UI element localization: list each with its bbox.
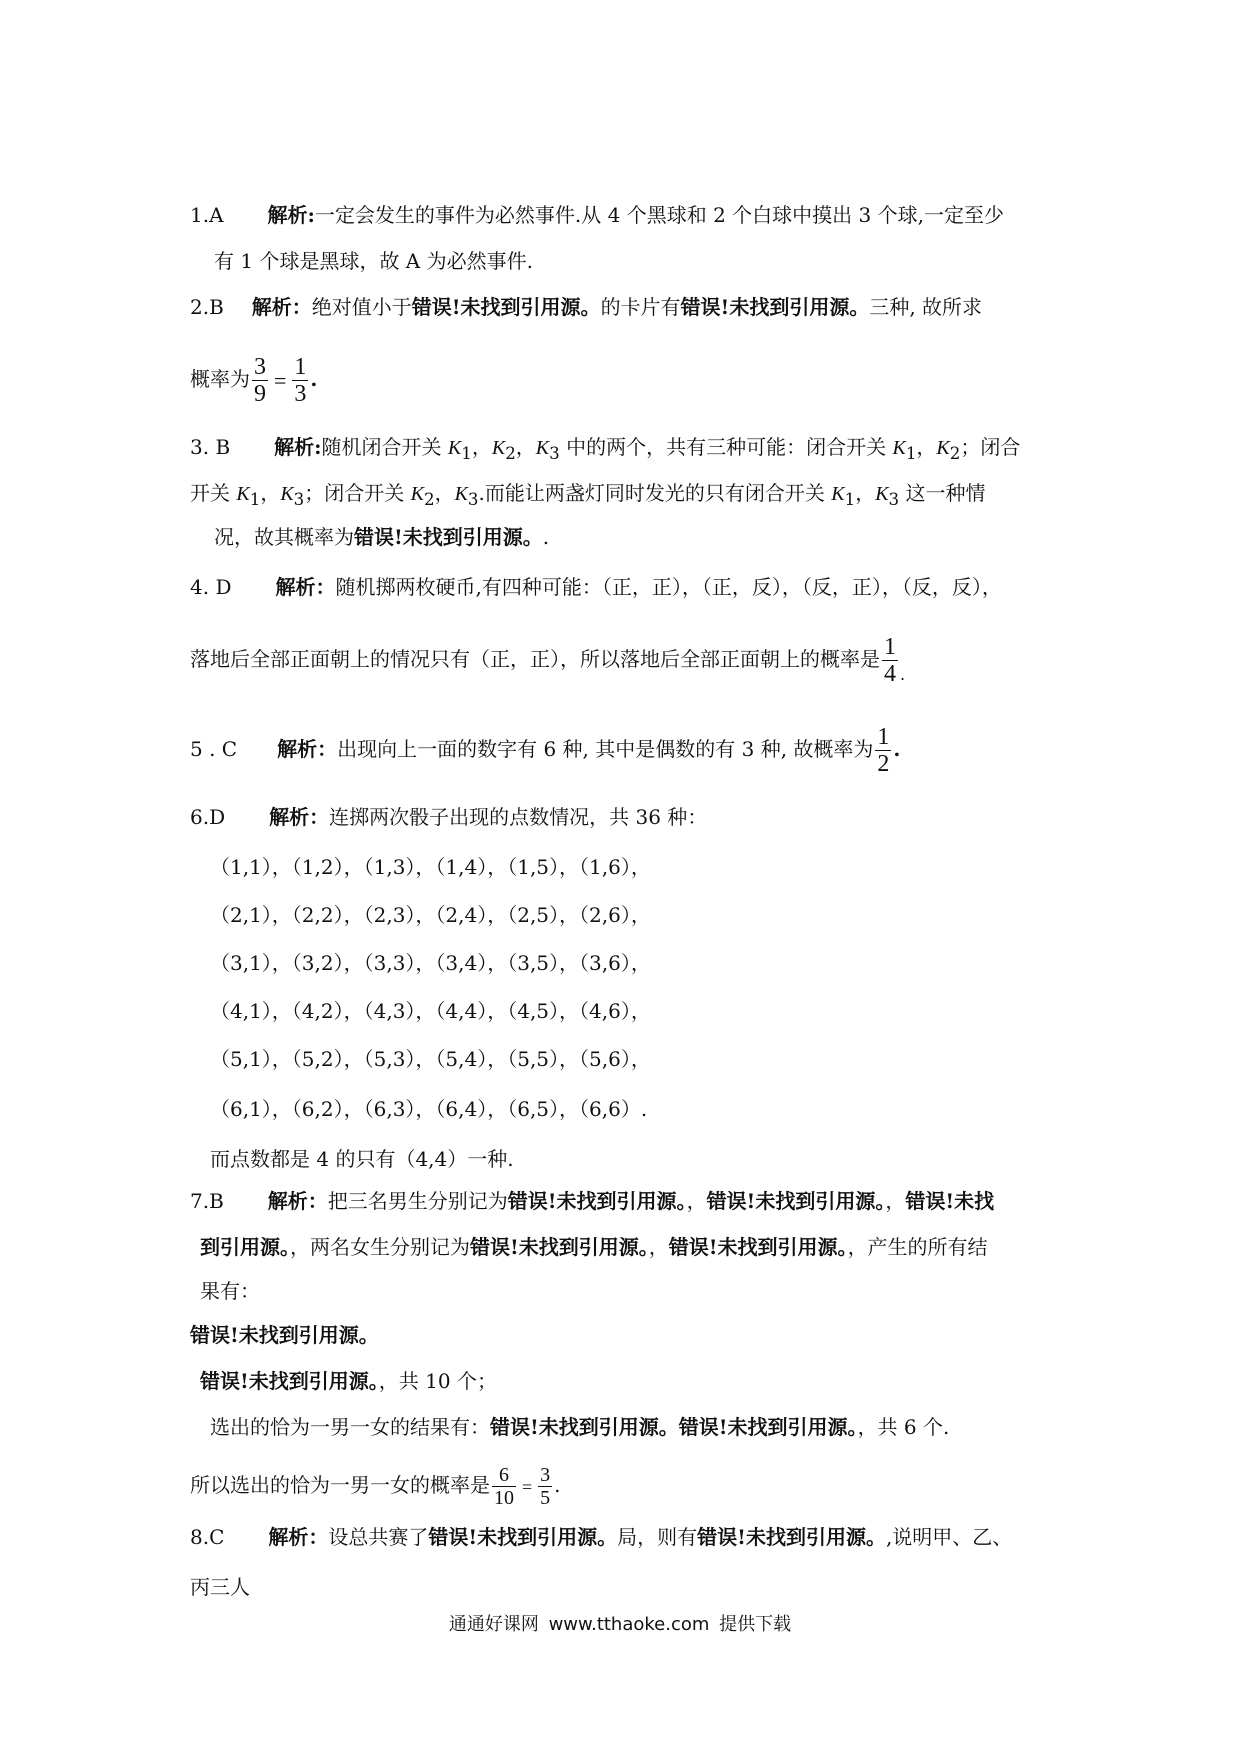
q4-period: .	[900, 665, 906, 684]
q7-line3	[200, 1276, 260, 1306]
q6-line1	[190, 802, 707, 832]
q1-line2	[214, 246, 533, 276]
q3-k1-b: K	[892, 437, 906, 459]
q8-t2: 局，则有	[617, 1525, 698, 1549]
q8-error-ref-1: 错误!未找到引用源。	[428, 1525, 618, 1549]
q3-k3-sub: 3	[549, 444, 560, 463]
q3-sep2: ，	[515, 435, 536, 459]
q8-error-ref-2: 错误!未找到引用源。	[697, 1525, 886, 1549]
q2-error-ref-1: 错误!未找到引用源。	[411, 295, 601, 319]
q3-t5: ；闭合开关	[304, 481, 411, 505]
q4-text2: 落地后全部正面朝上的情况只有（正，正），所以落地后全部正面朝上的概率是	[190, 647, 880, 671]
q2-equals: =	[274, 367, 287, 393]
q7-comma-1: ，	[686, 1189, 707, 1213]
q7-t7: ，共 6 个.	[857, 1415, 950, 1439]
q2-period: .	[310, 367, 318, 391]
q7-number: 7.B	[190, 1189, 224, 1213]
q7-line2	[200, 1232, 988, 1262]
q2-prefix: 概率为	[190, 367, 250, 391]
q7-error-ref-7: 错误!未找到引用源。	[200, 1369, 379, 1393]
q6-label: 解析：	[269, 805, 330, 829]
q3-t7: 这一种情	[899, 481, 986, 505]
q7-line4	[190, 1320, 379, 1350]
q1-text1: 一定会发生的事件为必然事件.从 4 个黑球和 2 个白球中摸出 3 个球,一定至少	[314, 203, 1004, 227]
footer-text: 通通好课网 www.tthaoke.com 提供下载	[448, 1614, 792, 1635]
q2-frac-b-den: 3	[294, 381, 307, 407]
q6-row-5: （5,1），（5,2），（5,3），（5,4），（5,5），（5,6），	[210, 1047, 651, 1071]
q7-error-ref-5: 错误!未找到引用源。	[668, 1235, 848, 1259]
q4-fraction-1-4	[882, 634, 898, 687]
q7-line6	[210, 1412, 949, 1442]
q3-line2	[190, 478, 986, 515]
q3-k1-e: K	[831, 483, 845, 505]
q7-error-ref-8: 错误!未找到引用源。	[490, 1415, 679, 1439]
q3-line1	[190, 432, 1020, 469]
q3-k3-e-sub: 3	[888, 490, 900, 509]
q1-line1	[190, 200, 1004, 230]
q7-error-ref-1: 错误!未找到引用源。	[507, 1189, 687, 1213]
q3-k2-b-sub: 2	[949, 444, 961, 463]
q5-period: .	[893, 737, 901, 761]
q3-k3: K	[535, 437, 550, 459]
q7-t8: 所以选出的恰为一男一女的概率是	[190, 1473, 490, 1497]
q8-t1: 设总共赛了	[328, 1525, 429, 1549]
q6-number: 6.D	[190, 805, 226, 829]
q3-k2-d: K	[410, 483, 424, 505]
q7-error-ref-6: 错误!未找到引用源。	[190, 1323, 379, 1347]
q3-k1-c-sub: 1	[249, 490, 261, 509]
q7-t1: 把三名男生分别记为	[327, 1189, 508, 1213]
q6-intro: 连掷两次骰子出现的点数情况，共 36 种：	[329, 805, 708, 829]
q7-error-ref-2: 错误!未找到引用源。	[706, 1189, 886, 1213]
q7-frac-a-den: 10	[494, 1487, 514, 1509]
q2-line1	[190, 292, 982, 322]
q5-text: 出现向上一面的数字有 6 种, 其中是偶数的有 3 种, 故概率为	[337, 737, 874, 761]
q7-fraction-3-5	[538, 1464, 552, 1509]
q3-sep6: ，	[855, 481, 876, 505]
q7-frac-b-num: 3	[540, 1464, 551, 1486]
q3-k1-b-sub: 1	[905, 444, 917, 463]
q3-t6: .而能让两盏灯同时发光的只有闭合开关	[478, 481, 832, 505]
q8-t3: ,说明甲、乙、	[885, 1525, 1013, 1549]
q7-comma-2: ，	[885, 1189, 906, 1213]
q7-error-ref-9: 错误!未找到引用源。	[678, 1415, 858, 1439]
q4-number: 4. D	[190, 575, 232, 599]
q2-frac-a-num: 3	[254, 354, 266, 380]
q7-line7	[190, 1464, 561, 1509]
q8-number: 8.C	[190, 1525, 225, 1549]
q3-label: 解析:	[274, 435, 322, 459]
q1-number: 1.A	[190, 203, 224, 227]
q3-t9: .	[542, 525, 550, 549]
q6-row-2: （2,1），（2,2），（2,3），（2,4），（2,5），（2,6），	[210, 903, 651, 927]
q3-k1-c: K	[236, 483, 250, 505]
q3-error-ref: 错误!未找到引用源。	[354, 525, 543, 549]
q4-label: 解析：	[275, 575, 336, 599]
q6-conclusion: 而点数都是 4 的只有（4,4）一种.	[210, 1147, 514, 1171]
q7-period: .	[554, 1473, 561, 1497]
q2-number: 2.B	[190, 295, 224, 319]
q4-line1	[190, 572, 1002, 602]
q2-line2	[190, 354, 317, 407]
q3-sep1: ，	[471, 435, 492, 459]
q3-k3-c: K	[280, 483, 294, 505]
q3-sep5: ，	[434, 481, 455, 505]
q3-k1: K	[447, 437, 462, 459]
q3-k2: K	[491, 437, 506, 459]
q7-t5: ，共 10 个；	[378, 1369, 497, 1393]
q7-equals: =	[522, 1476, 533, 1497]
q4-line2	[190, 634, 905, 690]
q7-comma-3: ，	[648, 1235, 669, 1259]
q7-line5	[200, 1366, 497, 1396]
q3-sep3: ，	[916, 435, 937, 459]
q3-semi1: ；	[960, 435, 981, 459]
q7-frac-b-den: 5	[540, 1487, 551, 1509]
page-footer	[0, 1610, 1240, 1636]
q7-error-ref-3b: 到引用源。	[200, 1235, 290, 1259]
q2-frac-a-den: 9	[254, 381, 266, 407]
q6-row-3: （3,1），（3,2），（3,3），（3,4），（3,5），（3,6），	[210, 951, 651, 975]
q7-line1	[190, 1186, 994, 1216]
q3-t3: 闭合	[980, 435, 1021, 459]
q5-frac-num: 1	[877, 724, 890, 750]
q3-t4: 开关	[190, 481, 237, 505]
q2-error-ref-2: 错误!未找到引用源。	[680, 295, 870, 319]
q5-frac-den: 2	[877, 751, 890, 777]
q5-label: 解析：	[277, 737, 338, 761]
q3-k3-c-sub: 3	[293, 490, 305, 509]
q7-t4: 果有：	[200, 1279, 260, 1303]
q4-frac-den: 4	[884, 661, 896, 687]
q2-text1: 绝对值小于	[311, 295, 412, 319]
q7-error-ref-4: 错误!未找到引用源。	[470, 1235, 649, 1259]
q4-text1: 随机掷两枚硬币,有四种可能：（正，正），（正，反），（反，正），（反，反），	[335, 575, 1002, 599]
q7-t2: ，两名女生分别记为	[290, 1235, 470, 1259]
q7-label: 解析：	[267, 1189, 328, 1213]
q3-k2-b: K	[936, 437, 950, 459]
q3-k3-d-sub: 3	[467, 490, 479, 509]
q7-t6: 选出的恰为一男一女的结果有：	[210, 1415, 490, 1439]
q3-t8: 况，故其概率为	[214, 525, 354, 549]
q6-row-4: （4,1），（4,2），（4,3），（4,4），（4,5），（4,6），	[210, 999, 651, 1023]
q5-number: 5 . C	[190, 737, 238, 761]
q3-t2: 中的两个，共有三种可能：闭合开关	[559, 435, 893, 459]
q2-text2: 的卡片有	[600, 295, 681, 319]
q7-frac-a-num: 6	[492, 1464, 516, 1487]
q8-t4: 丙三人	[190, 1575, 250, 1599]
q3-k1-sub: 1	[461, 444, 472, 463]
q8-line1	[190, 1522, 1012, 1552]
q6-row-1: （1,1），（1,2），（1,3），（1,4），（1,5），（1,6），	[210, 855, 651, 879]
q2-fraction-1-3	[292, 354, 308, 407]
q3-k3-e: K	[875, 483, 889, 505]
q8-label: 解析：	[268, 1525, 329, 1549]
q3-line3	[214, 522, 549, 552]
q3-number: 3. B	[190, 435, 231, 459]
q5-fraction-1-2	[875, 724, 891, 777]
q8-line2	[190, 1572, 250, 1602]
q7-t3: ，产生的所有结	[847, 1235, 988, 1259]
q1-text2: 有 1 个球是黑球，故 A 为必然事件.	[214, 249, 533, 273]
q7-error-ref-3a: 错误!未找	[905, 1189, 995, 1213]
q4-frac-num: 1	[884, 634, 896, 660]
q3-k3-d: K	[454, 483, 468, 505]
q3-t1: 随机闭合开关	[321, 435, 448, 459]
q6-row-6: （6,1），（6,2），（6,3），（6,4），（6,5），（6,6）.	[210, 1097, 648, 1121]
q2-fraction-3-9	[252, 354, 268, 407]
q3-k2-d-sub: 2	[423, 490, 435, 509]
q2-label: 解析：	[251, 295, 312, 319]
q3-k1-e-sub: 1	[844, 490, 856, 509]
q1-label: 解析:	[267, 203, 315, 227]
q2-frac-b-num: 1	[294, 354, 307, 380]
q2-text3: 三种, 故所求	[869, 295, 983, 319]
q7-fraction-6-10	[492, 1464, 516, 1509]
q3-sep4: ，	[260, 481, 281, 505]
q5-line	[190, 724, 900, 777]
q3-k2-sub: 2	[505, 444, 516, 463]
